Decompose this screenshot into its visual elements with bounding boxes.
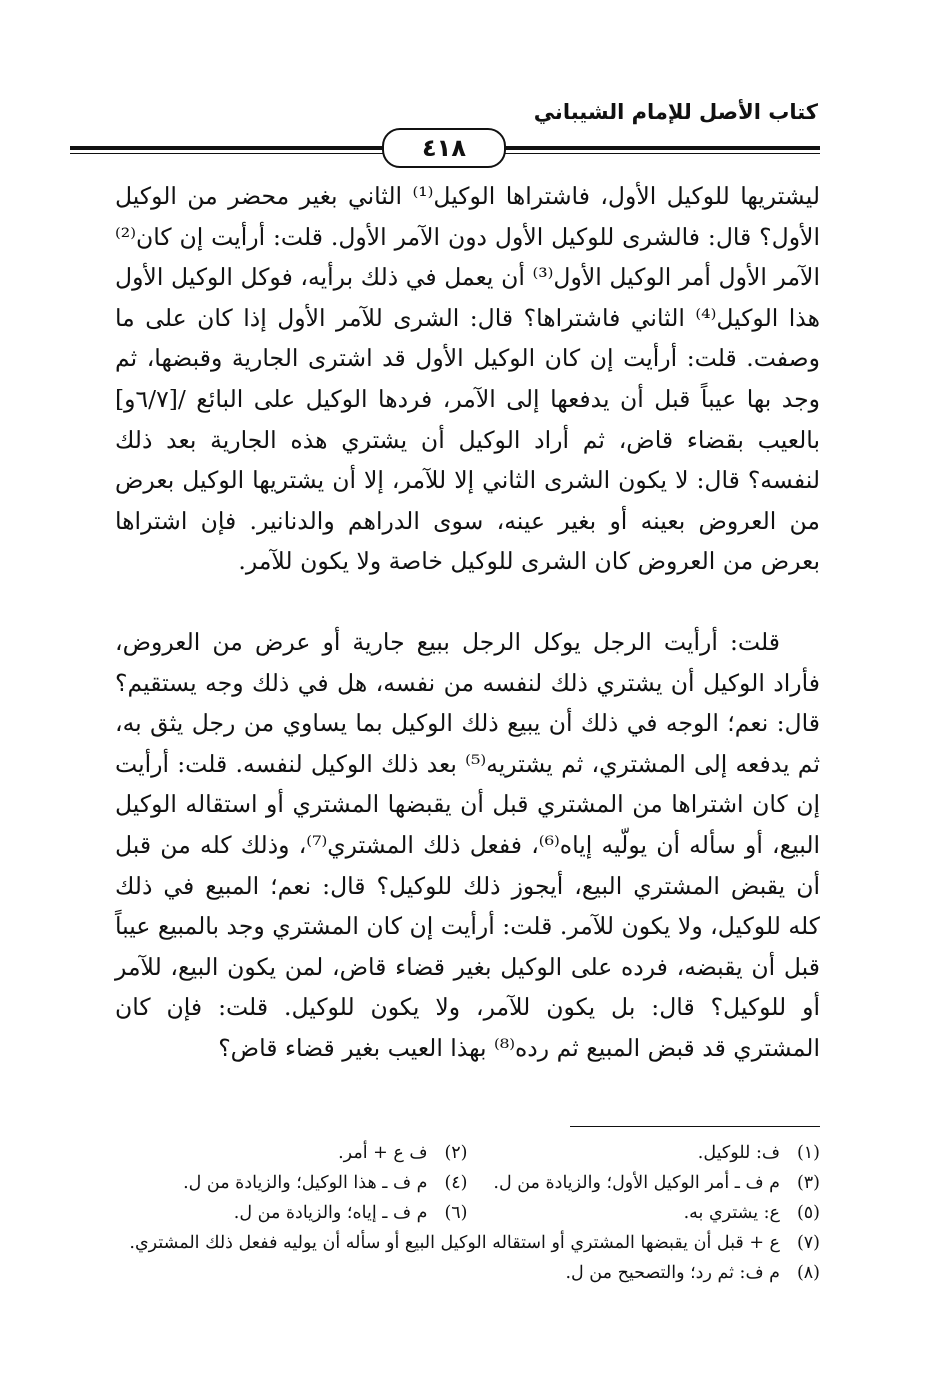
page-number: ٤١٨ [382, 128, 506, 168]
footnote-text: ف: للوكيل. [697, 1143, 780, 1163]
footnote-text: م ف: ثم رد؛ والتصحيح من ل. [565, 1263, 780, 1283]
footnote [115, 1168, 468, 1198]
footnote [468, 1198, 821, 1228]
footnote [115, 1258, 820, 1288]
footnote-text: م ف ـ إياه؛ والزيادة من ل. [233, 1203, 428, 1223]
paragraph: قلت: أرأيت الرجل يوكل الرجل ببيع جارية أو عرض من العروض، فأراد الوكيل أن يشتري ذلك لنفسه من نفسه، هل في ذلك وجه يستقيم؟ قال: نعم؛ الوجه في ذلك أن يبيع ذلك الوكيل بما يساوي من رجل يثق به، ثم يدفعه إلى المشتري، ثم يشتريه⁽⁵⁾ بعد ذلك الوكيل لنفسه. قلت: أرأيت إن كان اشتراها من المشتري قبل أن يقبضها المشتري أو استقاله الوكيل البيع، أو سأله أن يولّيه إياه⁽⁶⁾، ففعل ذلك المشتري⁽⁷⁾، وذلك كله من قبل أن يقبض المشتري البيع، أيجوز ذلك للوكيل؟ قال: نعم؛ المبيع في ذلك كله للوكيل، ولا يكون للآمر. قلت: أرأيت إن كان المشتري وجد بالمبيع عيباً قبل أن يقبضه، فرده على الوكيل بغير قضاء قاض، لمن يكون البيع، للآمر أو للوكيل؟ قال: بل يكون للآمر، ولا يكون للوكيل. قلت: فإن كان المشتري قد قبض المبيع ثم رده⁽⁸⁾ بهذا العيب بغير قضاء قاض؟ [115, 627, 821, 1062]
footnote-separator [570, 1126, 820, 1127]
footnote-number: (٧) [796, 1233, 820, 1253]
footnote-text: م ف ـ أمر الوكيل الأول؛ والزيادة من ل. [493, 1173, 780, 1193]
footnote-text: ع: يشتري به. [683, 1203, 780, 1223]
footnote [115, 1198, 468, 1228]
footnote [468, 1168, 821, 1198]
footnote-number: (٦) [444, 1203, 468, 1223]
footnote [468, 1138, 821, 1168]
running-header-title: كتاب الأصل للإمام الشيباني [533, 100, 818, 124]
footnote-text: ع + قبل أن يقبضها المشتري أو استقاله الوكيل البيع أو سأله أن يوليه ففعل ذلك المشتري. [129, 1233, 780, 1253]
footnote-number: (٢) [444, 1143, 468, 1163]
main-text [115, 176, 820, 1068]
footnote-number: (٨) [796, 1263, 820, 1283]
footnotes [115, 1138, 820, 1288]
footnote-number: (٤) [444, 1173, 468, 1193]
footnote-text: م ف ـ هذا الوكيل؛ والزيادة من ل. [183, 1173, 428, 1193]
paragraph: ليشتريها للوكيل الأول، فاشتراها الوكيل⁽¹⁾ الثاني بغير محضر من الوكيل الأول؟ قال: فالشرى للوكيل الأول دون الآمر الأول. قلت: أرأيت إن كان⁽²⁾ الآمر الأول أمر الوكيل الأول⁽³⁾ أن يعمل في ذلك برأيه، فوكل الوكيل الأول هذا الوكيل⁽⁴⁾ الثاني فاشتراها؟ قال: الشرى للآمر الأول إذا كان على ما وصفت. قلت: أرأيت إن كان الوكيل الأول قد اشترى الجارية وقبضها، ثم وجد بها عيباً قبل أن يدفعها إلى الآمر، فردها الوكيل على البائع /[٦/٧و] بالعيب بقضاء قاض، ثم أراد الوكيل أن يشتري هذه الجارية بعد ذلك لنفسه؟ قال: لا يكون الشرى الثاني إلا للآمر، إلا أن يشتريها الوكيل بعرض من العروض بعينه أو بغير عينه، سوى الدراهم والدنانير. فإن اشتراها بعرض من العروض كان الشرى للوكيل خاصة ولا يكون للآمر. [115, 182, 821, 576]
footnote-number: (٥) [796, 1203, 820, 1223]
footnote [115, 1138, 468, 1168]
footnote-text: ف ع + أمر. [338, 1143, 428, 1163]
footnote-number: (١) [796, 1143, 820, 1163]
footnote [115, 1228, 820, 1258]
footnote-number: (٣) [796, 1173, 820, 1193]
